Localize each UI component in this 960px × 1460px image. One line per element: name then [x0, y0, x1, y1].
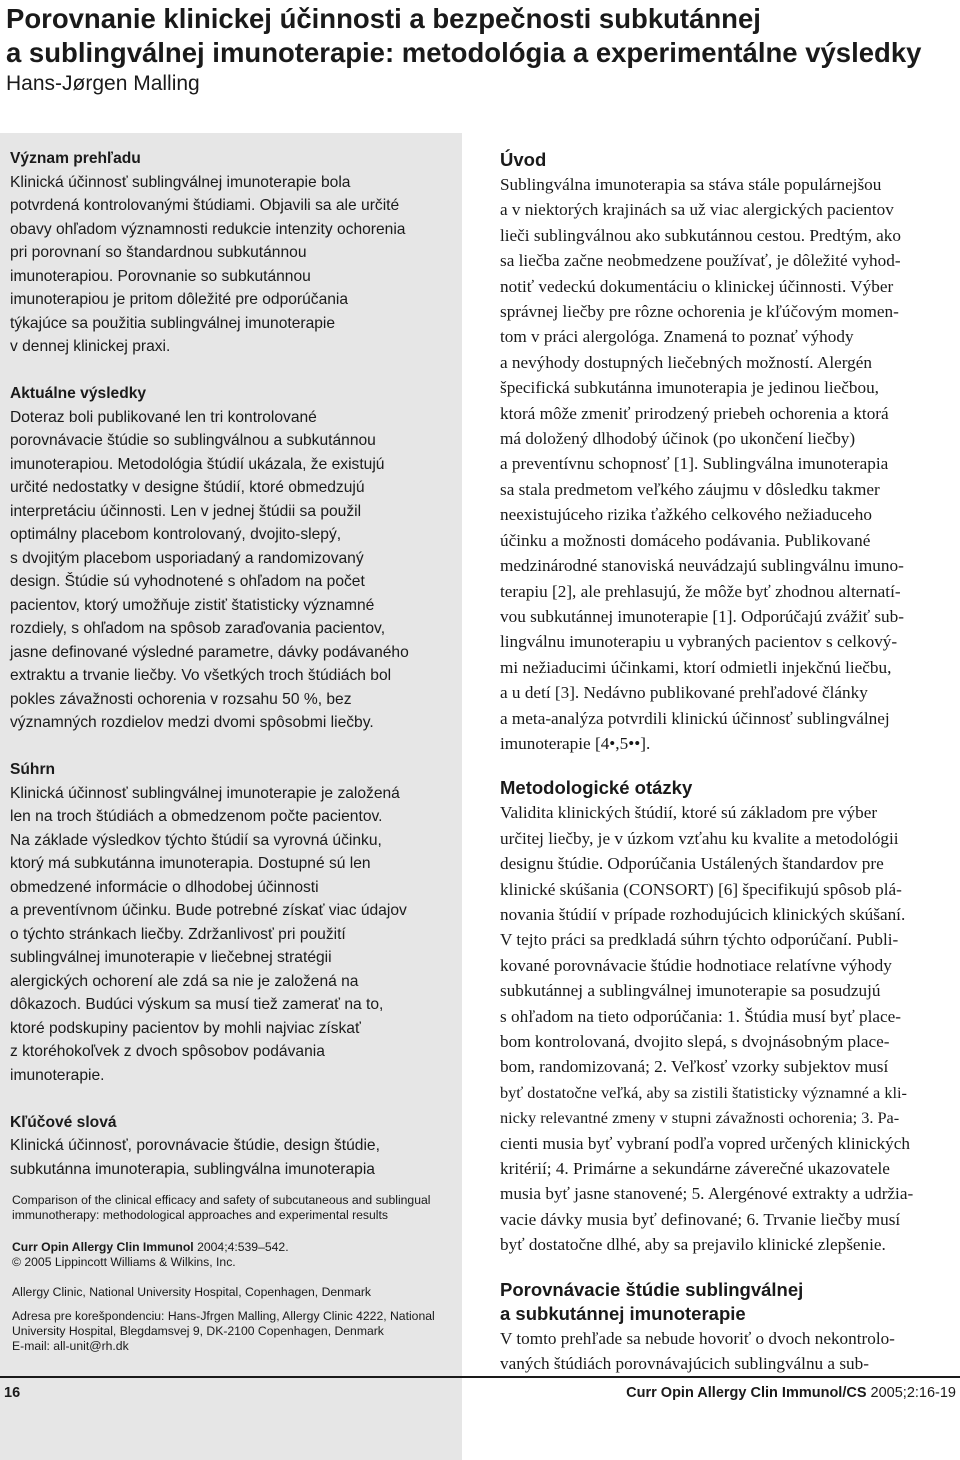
body-line: byť dostatočne veľká, aby sa zistili štatisticky významné a kli- — [500, 1082, 907, 1102]
author-name: Hans-Jørgen Malling — [6, 72, 200, 95]
abstract-line: a preventívnom účinku. Bude potrebné získať viac údajov — [10, 902, 407, 919]
body-line: sa liečba začne neobmedzene používať, je dôležité vyhod- — [500, 251, 901, 271]
body-line: V tomto prehľade sa nebude hovoriť o dvoch nekontrolo- — [500, 1328, 895, 1348]
note-line: Adresa pre korešpondenciu: Hans-Jfrgen Malling, Allergy Clinic 4222, National — [12, 1309, 435, 1323]
body-line: určitej liečby, je v úzkom vzťahu ku kvalite a metodológii — [500, 828, 899, 848]
body-line: musia byť jasne stanovené; 5. Alergénové extrakty a udržia- — [500, 1184, 914, 1204]
abstract-line: imunoterapiou je pritom dôležité pre odporúčania — [10, 291, 349, 308]
body-line: a preventívnu schopnosť [1]. Sublingválna imunoterapia — [500, 454, 889, 474]
abstract-line: alergických ochorení ale zdá sa nie je založená na — [10, 972, 359, 990]
abstract-line: Na základe výsledkov týchto štúdií sa vyrovná účinku, — [10, 831, 382, 849]
abstract-line: v dennej klinickej praxi. — [10, 338, 171, 355]
body-line: sa stala predmetom veľkého záujmu v dôsledku takmer — [500, 479, 880, 499]
body-line: bom, randomizovaná; 2. Veľkosť vzorky subjektov musí — [500, 1057, 889, 1077]
body-line: a meta-analýza potvrdili klinickú účinnosť sublingválnej — [500, 708, 890, 728]
article-title — [6, 2, 956, 70]
abstract-line: významných rozdielov medzi dvomi spôsobmi liečby. — [10, 714, 374, 731]
body-line: kované porovnávacie štúdie hodnotiace relatívne výhody — [500, 955, 892, 975]
abstract-line: Klinická účinnosť, porovnávacie štúdie, design štúdie, — [10, 1137, 380, 1154]
body-line: neexistujúceho rizika ťažkého celkového nežiaduceho — [500, 505, 872, 525]
body-line: správnej liečby pre rôzne ochorenia je kľúčovým momen- — [500, 302, 899, 322]
abstract-line: subkutánna imunoterapia, sublingválna imunoterapia — [10, 1160, 375, 1178]
abstract-line: len na troch štúdiách a obmedzenom počte pacientov. — [10, 808, 383, 825]
abstract-line: obavy ohľadom významnosti redukcie intenzity ochorenia — [10, 220, 406, 238]
abstract-line: imunoterapiou. Porovnanie so subkutánnou — [10, 267, 311, 285]
abstract-line: imunoterapiou. Metodológia štúdií ukázala, že existujú — [10, 455, 385, 473]
body-line: a nevýhody dostupných liečebných možností. Alergén — [500, 352, 872, 372]
abstract-line: sublingválnej imunoterapie v liečebnej stratégii — [10, 949, 332, 966]
body-line: vaných štúdiách porovnávajúcich sublingválnu a sub- — [500, 1354, 869, 1374]
body-line: bom kontrolovaná, dvojito slepá, s dvojnásobným place- — [500, 1032, 890, 1051]
abstract-line: týkajúce sa použitia sublingválnej imunoterapie — [10, 314, 336, 332]
body-line: nicky relevantné zmeny v stupni závažnosti ochorenia; 3. Pa- — [500, 1108, 900, 1128]
body-line: klinické skúšania (CONSORT) [6] špecifikujú spôsob plá- — [500, 879, 902, 899]
body-line: a v niektorých krajinách sa už viac alergických pacientov — [500, 200, 894, 220]
abstract-line: určité nedostatky v designe štúdií, ktoré obmedzujú — [10, 479, 365, 496]
body-line: účinku a možnosti domáceho podávania. Publikované — [500, 530, 871, 550]
citation-note — [12, 1240, 462, 1270]
body-line: notiť vedeckú dokumentáciu o klinickej účinnosti. Výber — [500, 276, 894, 296]
body-line: subkutánnej a sublingválnej imunoterapie sa posudzujú — [500, 981, 881, 1001]
email-line: E-mail: all-unit@rh.dk — [12, 1339, 129, 1354]
body-line: mi nežiaducimi účinkami, ktorí odmietli injekčnú liečbu, — [500, 657, 892, 677]
note-line: University Hospital, Blegdamsvej 9, DK-2100 Copenhagen, Denmark — [12, 1324, 384, 1339]
body-line: V tejto práci sa predkladá súhrn týchto odporúčaní. Publi- — [500, 930, 899, 950]
abstract-heading-findings: Aktuálne výsledky — [10, 385, 147, 402]
body-line: s ohľadom na tieto odporúčania: 1. Štúdia musí byť place- — [500, 1006, 901, 1026]
abstract-line: rozdiely, s ohľadom na spôsob zaraďovania pacientov, — [10, 620, 386, 637]
title-line: Porovnanie klinickej účinnosti a bezpečnosti subkutánnej — [6, 3, 761, 34]
abstract-line: interpretáciu účinnosti. Len v jednej štúdii sa použil — [10, 502, 362, 520]
body-line: má doložený dlhodobý účinok (po ukončení liečby) — [500, 429, 856, 449]
body-line: imunoterapie [4•,5••]. — [500, 733, 651, 753]
abstract-line: Klinická účinnosť sublingválnej imunoterapie je založená — [10, 784, 400, 802]
body-line: vou subkutánnej imunoterapie [1]. Odporúčajú zvážiť sub- — [500, 606, 904, 626]
abstract-line: obmedzené informácie o dlhodobej účinnosti — [10, 878, 319, 896]
note-line: Comparison of the clinical efficacy and safety of subcutaneous and sublingual — [12, 1193, 431, 1207]
copyright-line: © 2005 Lippincott Williams & Wilkins, Inc. — [12, 1255, 236, 1270]
body-line: medzinárodné stanoviská neuvádzajú sublingválnu imuno- — [500, 556, 904, 576]
body-line: špecifická subkutánna imunoterapia je jedinou liečbou, — [500, 378, 879, 398]
body-line: lieči sublingválnou ako subkutánnou cestou. Predtým, ako — [500, 225, 901, 245]
note-line: immunotherapy: methodological approaches and experimental results — [12, 1208, 388, 1223]
body-line: novania štúdií v prípade rozhodujúcich klinických skúšaní. — [500, 904, 906, 924]
abstract-heading-summary: Súhrn — [10, 761, 56, 778]
body-line: Sublingválna imunoterapia sa stáva stále populárnejšou — [500, 175, 882, 194]
body-line: tom v práci alergológa. Znamená to poznať výhody — [500, 327, 854, 347]
abstract-line: design. Štúdie sú vyhodnotené s ohľadom na počet — [10, 573, 365, 590]
footer-divider — [0, 1376, 960, 1378]
footer-journal-volume: 2005;2:16-19 — [870, 1385, 956, 1401]
abstract-line: potvrdená kontrolovanými štúdiami. Objavili sa ale určité — [10, 197, 400, 214]
abstract-line: ktorý má subkutánna imunoterapia. Dostupné sú len — [10, 855, 371, 872]
body-line: Validita klinických štúdií, ktoré sú základom pre výber — [500, 803, 878, 823]
abstract-line: s dvojitým placebom usporiadaný a randomizovaný — [10, 549, 364, 567]
english-title-note — [12, 1193, 462, 1223]
body-line: byť dostatočne dlhé, aby sa prejavilo klinické zlepšenie. — [500, 1235, 886, 1255]
abstract-line: pokles závažnosti ochorenia v rozsahu 50 %, bez — [10, 690, 352, 708]
body-line: terapiu [2], ale prehlasujú, že môže byť zhodnou alternatí- — [500, 581, 901, 601]
abstract-heading-significance: Význam prehľadu — [10, 150, 141, 167]
abstract-line: extraktu a trvanie liečby. Vo všetkých troch štúdiách bol — [10, 667, 392, 684]
body-line: lingválnu imunoterapiu u vybraných pacientov s celkový- — [500, 632, 898, 652]
correspondence-note — [12, 1309, 462, 1355]
body-line: cienti musia byť vybraní podľa vopred určených klinických — [500, 1133, 910, 1153]
footer-journal-name: Curr Opin Allergy Clin Immunol/CS — [626, 1385, 867, 1401]
abstract-line: o týchto stránkach liečby. Zdržanlivosť pri použití — [10, 925, 346, 943]
abstract-line: porovnávacie štúdie so sublingválnou a subkutánnou — [10, 432, 376, 449]
page-number: 16 — [4, 1385, 21, 1401]
section-heading-intro: Úvod — [500, 149, 547, 170]
abstract-line: dôkazoch. Budúci výskum sa musí tiež zamerať na to, — [10, 996, 384, 1013]
body-line: kritérií; 4. Primárne a sekundárne záverečné ukazovatele — [500, 1159, 890, 1179]
citation-journal: Curr Opin Allergy Clin Immunol — [12, 1240, 194, 1254]
abstract-heading-keywords: Kľúčové slová — [10, 1113, 117, 1131]
affiliation-note: Allergy Clinic, National University Hospital, Copenhagen, Denmark — [12, 1285, 372, 1299]
abstract-line: optimálny placebom kontrolovaný, dvojito-slepý, — [10, 526, 342, 543]
title-line: a sublingválnej imunoterapie: metodológia a experimentálne výsledky — [6, 37, 922, 68]
body-line: a u detí [3]. Nedávno publikované prehľadové články — [500, 683, 868, 703]
abstract-line: z ktoréhokoľvek z dvoch spôsobov podávania — [10, 1043, 325, 1060]
section-heading-comparative-studies: Porovnávacie štúdie sublingválnej a subkutánnej imunoterapie — [500, 1278, 804, 1324]
abstract-line: jasne definované výsledné parametre, dávky podávaného — [10, 643, 409, 661]
section-heading-methodology: Metodologické otázky — [500, 777, 693, 799]
body-column — [500, 148, 958, 1376]
citation-details: 2004;4:539–542. — [193, 1240, 289, 1254]
abstract-line: Doteraz boli publikované len tri kontrolované — [10, 408, 317, 426]
body-line: vacie dávky musia byť definované; 6. Trvanie liečby musí — [500, 1209, 901, 1229]
footer-journal — [626, 1385, 956, 1401]
body-line: designu štúdie. Odporúčania Ustálených štandardov pre — [500, 854, 884, 874]
abstract-line: pacientov, ktorý umožňuje zistiť štatisticky významné — [10, 596, 375, 614]
body-line: ktorá môže zmeniť prirodzený priebeh ochorenia a ktorá — [500, 403, 889, 423]
abstract-line: pri porovnaní so štandardnou subkutánnou — [10, 244, 307, 261]
abstract-text — [10, 147, 450, 1181]
abstract-line: Klinická účinnosť sublingválnej imunoterapie bola — [10, 173, 351, 191]
abstract-line: ktoré podskupiny pacientov by mohli najviac získať — [10, 1019, 361, 1037]
abstract-line: imunoterapie. — [10, 1066, 105, 1084]
